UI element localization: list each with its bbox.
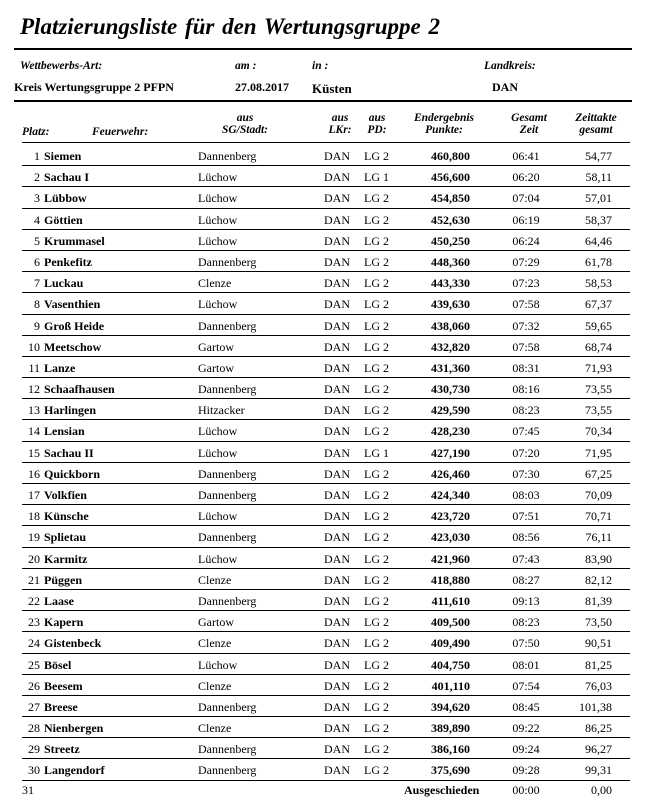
table-row	[0, 738, 650, 759]
footer-label: Ausgeschieden	[404, 783, 480, 797]
cell-sg-stadt: Lüchow	[198, 445, 238, 460]
table-row	[0, 569, 650, 590]
cell-landkreis: DAN	[324, 254, 350, 269]
cell-feuerwehr: Krummasel	[44, 233, 105, 248]
cell-zeit: 08:23	[512, 615, 540, 630]
cell-sg-stadt: Clenze	[198, 572, 232, 587]
cell-feuerwehr: Lanze	[44, 360, 76, 375]
cell-zeit: 08:01	[512, 657, 540, 672]
cell-punkte: 394,620	[431, 699, 470, 714]
cell-punkte: 454,850	[431, 191, 470, 206]
cell-landkreis: DAN	[324, 445, 350, 460]
cell-landkreis: DAN	[324, 678, 350, 693]
cell-punkte: 443,330	[431, 276, 470, 291]
cell-sg-stadt: Dannenberg	[198, 254, 257, 269]
cell-sg-stadt: Lüchow	[198, 212, 238, 227]
table-row	[0, 272, 650, 293]
cell-punkte: 409,500	[431, 615, 470, 630]
cell-punkte: 429,590	[431, 403, 470, 418]
cell-sg-stadt: Lüchow	[198, 551, 238, 566]
info-rule	[14, 100, 632, 102]
header-feuerwehr: Feuerwehr:	[92, 126, 149, 138]
cell-zeittakte: 71,95	[585, 445, 612, 460]
table-row	[0, 378, 650, 399]
cell-zeittakte: 76,03	[585, 678, 612, 693]
cell-zeit: 06:19	[512, 212, 540, 227]
cell-punkte: 421,960	[431, 551, 470, 566]
cell-zeit: 07:20	[512, 445, 540, 460]
cell-sg-stadt: Gartow	[198, 339, 234, 354]
footer-zeit: 00:00	[512, 783, 540, 797]
cell-zeit: 06:41	[512, 149, 540, 163]
cell-zeit: 07:04	[512, 191, 540, 206]
cell-feuerwehr: Sachau I	[44, 170, 90, 185]
cell-zeittakte: 81,25	[585, 657, 612, 672]
cell-platz: 23	[28, 615, 40, 630]
cell-punkte: 439,630	[431, 297, 470, 312]
table-row	[0, 145, 650, 166]
cell-feuerwehr: Luckau	[44, 276, 84, 291]
cell-pd: LG 2	[364, 488, 389, 502]
cell-sg-stadt: Dannenberg	[198, 742, 257, 757]
cell-zeit: 08:23	[512, 403, 540, 418]
cell-zeit: 09:22	[512, 721, 540, 736]
cell-zeit: 07:29	[512, 254, 540, 269]
cell-zeit: 07:58	[512, 339, 540, 354]
cell-punkte: 430,730	[431, 382, 470, 397]
cell-pd: LG 1	[364, 170, 389, 185]
cell-landkreis: DAN	[324, 721, 350, 736]
row-divider	[22, 780, 630, 781]
footer-count: 31	[22, 783, 34, 797]
table-row	[0, 463, 650, 484]
cell-zeittakte: 70,71	[585, 509, 612, 524]
document-title: Platzierungsliste für den Wertungsgruppe 2	[20, 14, 440, 39]
cell-pd: LG 2	[364, 382, 389, 397]
cell-feuerwehr: Siemen	[44, 149, 82, 163]
cell-punkte: 423,030	[431, 530, 470, 545]
cell-platz: 5	[34, 233, 40, 248]
cell-platz: 24	[28, 636, 40, 651]
table-row	[0, 251, 650, 272]
cell-feuerwehr: Splietau	[44, 530, 87, 545]
cell-zeittakte: 82,12	[585, 572, 612, 587]
cell-landkreis: DAN	[324, 297, 350, 312]
cell-zeittakte: 86,25	[585, 721, 612, 736]
cell-sg-stadt: Dannenberg	[198, 466, 257, 481]
cell-punkte: 431,360	[431, 360, 470, 375]
cell-zeittakte: 58,53	[585, 276, 612, 291]
cell-landkreis: DAN	[324, 466, 350, 481]
cell-sg-stadt: Clenze	[198, 721, 232, 736]
cell-pd: LG 2	[364, 276, 389, 291]
cell-pd: LG 2	[364, 763, 389, 778]
cell-zeittakte: 59,65	[585, 318, 612, 333]
table-row	[0, 696, 650, 717]
landkreis-value: DAN	[492, 80, 518, 94]
cell-sg-stadt: Clenze	[198, 678, 232, 693]
cell-sg-stadt: Lüchow	[198, 233, 238, 248]
cell-landkreis: DAN	[324, 509, 350, 524]
cell-platz: 8	[34, 297, 40, 312]
cell-zeittakte: 83,90	[585, 551, 612, 566]
cell-zeit: 08:45	[512, 699, 540, 714]
table-row	[0, 590, 650, 611]
cell-zeittakte: 58,11	[585, 170, 612, 185]
cell-landkreis: DAN	[324, 403, 350, 418]
cell-landkreis: DAN	[324, 382, 350, 397]
table-row	[0, 230, 650, 251]
header-lkr: aus LKr:	[328, 112, 352, 136]
cell-feuerwehr: Lübbow	[44, 191, 87, 206]
cell-feuerwehr: Lensian	[44, 424, 85, 439]
cell-punkte: 404,750	[431, 657, 470, 672]
cell-feuerwehr: Karmitz	[44, 551, 88, 566]
cell-platz: 17	[28, 488, 40, 502]
cell-sg-stadt: Dannenberg	[198, 530, 257, 545]
cell-feuerwehr: Volkfien	[44, 488, 87, 502]
header-platz: Platz:	[22, 126, 50, 138]
title-rule	[14, 48, 632, 50]
table-row	[0, 675, 650, 696]
cell-feuerwehr: Göttien	[44, 212, 83, 227]
cell-zeittakte: 96,27	[585, 742, 612, 757]
cell-zeit: 08:31	[512, 360, 540, 375]
cell-feuerwehr: Meetschow	[44, 339, 102, 354]
header-zeit: Gesamt Zeit	[511, 112, 547, 136]
cell-punkte: 450,250	[431, 233, 470, 248]
cell-pd: LG 2	[364, 615, 389, 630]
cell-platz: 11	[28, 360, 40, 375]
cell-landkreis: DAN	[324, 593, 350, 608]
cell-pd: LG 2	[364, 636, 389, 651]
cell-zeittakte: 73,55	[585, 382, 612, 397]
header-zeittakte: Zeittakte gesamt	[575, 112, 617, 136]
cell-zeittakte: 70,34	[585, 424, 612, 439]
cell-feuerwehr: Bösel	[44, 657, 72, 672]
cell-zeittakte: 68,74	[585, 339, 612, 354]
cell-platz: 12	[28, 382, 40, 397]
cell-platz: 2	[34, 170, 40, 185]
cell-zeit: 09:28	[512, 763, 540, 778]
cell-platz: 21	[28, 572, 40, 587]
cell-platz: 28	[28, 721, 40, 736]
cell-sg-stadt: Dannenberg	[198, 699, 257, 714]
table-row	[0, 187, 650, 208]
cell-platz: 30	[28, 763, 40, 778]
cell-platz: 26	[28, 678, 40, 693]
in-label: in :	[312, 60, 329, 72]
cell-zeittakte: 61,78	[585, 254, 612, 269]
cell-pd: LG 2	[364, 149, 389, 163]
cell-sg-stadt: Lüchow	[198, 191, 238, 206]
cell-pd: LG 2	[364, 254, 389, 269]
cell-pd: LG 2	[364, 551, 389, 566]
cell-punkte: 401,110	[431, 678, 470, 693]
footer-takte: 0,00	[591, 783, 612, 797]
cell-feuerwehr: Kapern	[44, 615, 84, 630]
cell-platz: 15	[28, 445, 40, 460]
cell-zeittakte: 67,37	[585, 297, 612, 312]
cell-platz: 25	[28, 657, 40, 672]
cell-feuerwehr: Laase	[44, 593, 74, 608]
cell-sg-stadt: Dannenberg	[198, 318, 257, 333]
cell-zeittakte: 76,11	[585, 530, 612, 545]
cell-pd: LG 2	[364, 191, 389, 206]
cell-pd: LG 2	[364, 339, 389, 354]
cell-platz: 3	[34, 191, 40, 206]
cell-platz: 16	[28, 466, 40, 481]
cell-landkreis: DAN	[324, 360, 350, 375]
cell-landkreis: DAN	[324, 615, 350, 630]
cell-pd: LG 2	[364, 297, 389, 312]
cell-feuerwehr: Schaafhausen	[44, 382, 115, 397]
cell-feuerwehr: Nienbergen	[44, 721, 104, 736]
cell-pd: LG 2	[364, 721, 389, 736]
cell-sg-stadt: Dannenberg	[198, 488, 257, 502]
table-row	[0, 505, 650, 526]
cell-pd: LG 2	[364, 657, 389, 672]
cell-platz: 6	[34, 254, 40, 269]
cell-zeittakte: 70,09	[585, 488, 612, 502]
wettbewerb-label: Wettbewerbs-Art:	[20, 60, 103, 72]
cell-zeit: 06:20	[512, 170, 540, 185]
cell-landkreis: DAN	[324, 488, 350, 502]
cell-pd: LG 2	[364, 424, 389, 439]
cell-punkte: 411,610	[431, 593, 470, 608]
am-value: 27.08.2017	[235, 80, 289, 94]
cell-pd: LG 2	[364, 233, 389, 248]
header-pd: aus PD:	[367, 112, 387, 136]
cell-sg-stadt: Clenze	[198, 276, 232, 291]
cell-landkreis: DAN	[324, 551, 350, 566]
cell-platz: 10	[28, 339, 40, 354]
cell-punkte: 386,160	[431, 742, 470, 757]
cell-zeittakte: 73,50	[585, 615, 612, 630]
cell-platz: 7	[34, 276, 40, 291]
cell-landkreis: DAN	[324, 530, 350, 545]
cell-zeittakte: 67,25	[585, 466, 612, 481]
cell-landkreis: DAN	[324, 149, 350, 163]
in-value: Küsten	[312, 81, 352, 96]
cell-platz: 13	[28, 403, 40, 418]
cell-zeit: 06:24	[512, 233, 540, 248]
cell-feuerwehr: Quickborn	[44, 466, 101, 481]
cell-platz: 9	[34, 318, 40, 333]
table-row	[0, 717, 650, 738]
cell-pd: LG 2	[364, 360, 389, 375]
cell-feuerwehr: Breese	[44, 699, 78, 714]
cell-feuerwehr: Beesem	[44, 678, 83, 693]
cell-feuerwehr: Harlingen	[44, 403, 97, 418]
cell-landkreis: DAN	[324, 699, 350, 714]
wettbewerb-value: Kreis Wertungsgruppe 2 PFPN	[14, 80, 174, 94]
cell-zeittakte: 81,39	[585, 593, 612, 608]
cell-punkte: 426,460	[431, 466, 470, 481]
cell-feuerwehr: Groß Heide	[44, 318, 105, 333]
cell-platz: 22	[28, 593, 40, 608]
am-label: am :	[235, 60, 257, 72]
cell-punkte: 448,360	[431, 254, 470, 269]
table-row	[0, 484, 650, 505]
cell-punkte: 428,230	[431, 424, 470, 439]
cell-sg-stadt: Lüchow	[198, 297, 238, 312]
cell-platz: 1	[34, 149, 40, 163]
cell-punkte: 424,340	[431, 488, 470, 502]
cell-zeittakte: 71,93	[585, 360, 612, 375]
ranking-table	[0, 145, 650, 781]
cell-feuerwehr: Langendorf	[44, 763, 105, 778]
cell-pd: LG 1	[364, 445, 389, 460]
cell-zeit: 07:43	[512, 551, 540, 566]
table-row	[0, 654, 650, 675]
cell-zeittakte: 57,01	[585, 191, 612, 206]
cell-platz: 27	[28, 699, 40, 714]
cell-feuerwehr: Püggen	[44, 572, 83, 587]
cell-zeit: 07:54	[512, 678, 540, 693]
cell-feuerwehr: Künsche	[44, 509, 89, 524]
cell-zeittakte: 90,51	[585, 636, 612, 651]
cell-punkte: 460,800	[431, 149, 470, 163]
cell-zeit: 07:23	[512, 276, 540, 291]
cell-pd: LG 2	[364, 318, 389, 333]
cell-landkreis: DAN	[324, 212, 350, 227]
cell-zeit: 08:56	[512, 530, 540, 545]
cell-pd: LG 2	[364, 403, 389, 418]
table-row	[0, 759, 650, 780]
cell-zeit: 08:03	[512, 488, 540, 502]
cell-landkreis: DAN	[324, 742, 350, 757]
cell-punkte: 423,720	[431, 509, 470, 524]
cell-pd: LG 2	[364, 742, 389, 757]
cell-sg-stadt: Lüchow	[198, 424, 238, 439]
table-row	[0, 632, 650, 653]
cell-landkreis: DAN	[324, 318, 350, 333]
cell-zeittakte: 99,31	[585, 763, 612, 778]
cell-punkte: 452,630	[431, 212, 470, 227]
cell-sg-stadt: Lüchow	[198, 170, 238, 185]
cell-pd: LG 2	[364, 530, 389, 545]
cell-platz: 19	[28, 530, 40, 545]
cell-pd: LG 2	[364, 678, 389, 693]
cell-pd: LG 2	[364, 466, 389, 481]
cell-punkte: 409,490	[431, 636, 470, 651]
cell-zeit: 07:51	[512, 509, 540, 524]
cell-punkte: 389,890	[431, 721, 470, 736]
cell-feuerwehr: Gistenbeck	[44, 636, 102, 651]
table-row	[0, 399, 650, 420]
cell-landkreis: DAN	[324, 424, 350, 439]
cell-landkreis: DAN	[324, 276, 350, 291]
cell-punkte: 432,820	[431, 339, 470, 354]
table-row	[0, 166, 650, 187]
cell-pd: LG 2	[364, 212, 389, 227]
cell-sg-stadt: Gartow	[198, 360, 234, 375]
cell-sg-stadt: Dannenberg	[198, 382, 257, 397]
cell-feuerwehr: Sachau II	[44, 445, 94, 460]
cell-feuerwehr: Vasenthien	[44, 297, 101, 312]
cell-pd: LG 2	[364, 509, 389, 524]
cell-landkreis: DAN	[324, 763, 350, 778]
table-row	[0, 420, 650, 441]
cell-landkreis: DAN	[324, 572, 350, 587]
cell-sg-stadt: Lüchow	[198, 509, 238, 524]
cell-zeit: 07:32	[512, 318, 540, 333]
table-row	[0, 357, 650, 378]
header-sg: aus SG/Stadt:	[221, 112, 268, 136]
cell-sg-stadt: Clenze	[198, 636, 232, 651]
cell-zeittakte: 101,38	[579, 699, 612, 714]
cell-sg-stadt: Hitzacker	[198, 403, 245, 418]
cell-platz: 18	[28, 509, 40, 524]
table-row	[0, 548, 650, 569]
cell-feuerwehr: Streetz	[44, 742, 80, 757]
cell-platz: 4	[34, 212, 40, 227]
table-row	[0, 611, 650, 632]
cell-punkte: 375,690	[431, 763, 470, 778]
cell-sg-stadt: Gartow	[198, 615, 234, 630]
cell-sg-stadt: Dannenberg	[198, 149, 257, 163]
table-row	[0, 315, 650, 336]
cell-landkreis: DAN	[324, 233, 350, 248]
cell-zeit: 09:13	[512, 593, 540, 608]
cell-punkte: 456,600	[431, 170, 470, 185]
cell-zeittakte: 64,46	[585, 233, 612, 248]
cell-zeit: 07:58	[512, 297, 540, 312]
table-row	[0, 293, 650, 314]
table-row	[0, 442, 650, 463]
cell-platz: 20	[28, 551, 40, 566]
cell-zeittakte: 58,37	[585, 212, 612, 227]
cell-punkte: 438,060	[431, 318, 470, 333]
cell-zeittakte: 73,55	[585, 403, 612, 418]
cell-pd: LG 2	[364, 593, 389, 608]
header-punkte: Endergebnis Punkte:	[413, 112, 475, 136]
table-row	[0, 336, 650, 357]
cell-feuerwehr: Penkefitz	[44, 254, 92, 269]
cell-landkreis: DAN	[324, 191, 350, 206]
cell-zeittakte: 54,77	[585, 149, 612, 163]
cell-zeit: 08:27	[512, 572, 540, 587]
cell-punkte: 418,880	[431, 572, 470, 587]
cell-platz: 29	[28, 742, 40, 757]
cell-landkreis: DAN	[324, 170, 350, 185]
cell-sg-stadt: Dannenberg	[198, 763, 257, 778]
table-row	[0, 526, 650, 547]
cell-zeit: 07:45	[512, 424, 540, 439]
cell-sg-stadt: Lüchow	[198, 657, 238, 672]
cell-zeit: 09:24	[512, 742, 540, 757]
cell-landkreis: DAN	[324, 657, 350, 672]
cell-zeit: 08:16	[512, 382, 540, 397]
cell-zeit: 07:50	[512, 636, 540, 651]
landkreis-label: Landkreis:	[484, 60, 536, 72]
table-row	[0, 209, 650, 230]
cell-platz: 14	[28, 424, 40, 439]
cell-landkreis: DAN	[324, 636, 350, 651]
cell-pd: LG 2	[364, 572, 389, 587]
cell-zeit: 07:30	[512, 466, 540, 481]
header-rule	[22, 142, 630, 143]
cell-landkreis: DAN	[324, 339, 350, 354]
cell-pd: LG 2	[364, 699, 389, 714]
cell-sg-stadt: Dannenberg	[198, 593, 257, 608]
cell-punkte: 427,190	[431, 445, 470, 460]
